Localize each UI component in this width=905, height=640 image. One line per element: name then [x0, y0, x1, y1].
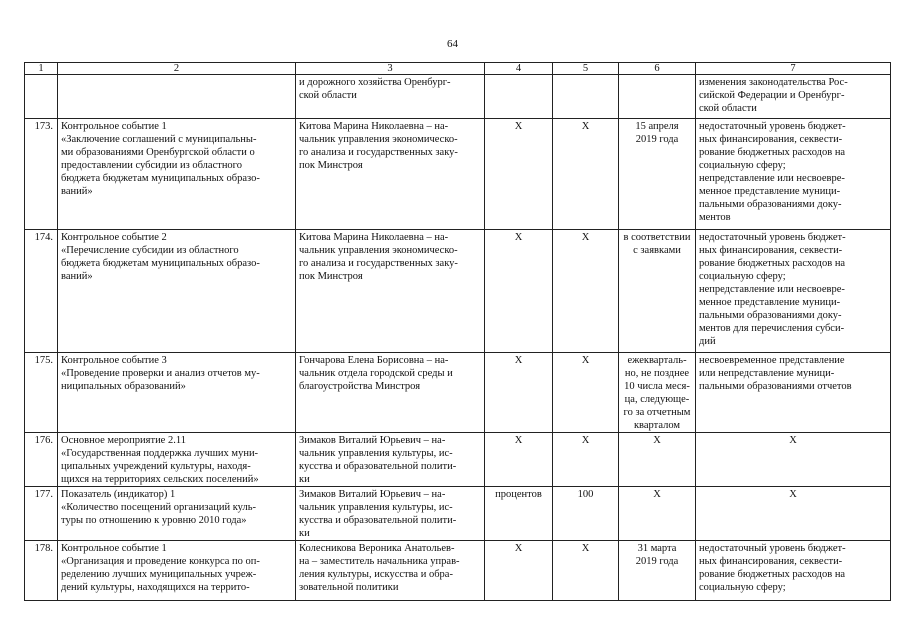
responsible-cell — [296, 541, 485, 601]
text-line: сийской Федерации и Оренбург- — [699, 90, 845, 101]
text-line: в соответствии — [623, 232, 691, 243]
column-header-2: 2 — [58, 63, 296, 75]
text-line: «Количество посещений организаций куль- — [61, 502, 256, 513]
text-line: социальную сферу; — [699, 582, 786, 593]
table-row — [25, 119, 891, 230]
text-line: социальную сферу; — [699, 271, 786, 282]
risks-cell — [696, 541, 891, 601]
text-line: ных финансирования, секвести- — [699, 556, 843, 567]
table-row — [25, 433, 891, 487]
column-header-1: 1 — [25, 63, 58, 75]
text-line: Основное мероприятие 2.11 — [61, 435, 186, 446]
text-line: изменения законодательства Рос- — [699, 77, 848, 88]
value-cell: X — [553, 541, 619, 601]
text-line: 10 числа меся- — [624, 381, 690, 392]
unit-cell — [485, 75, 553, 119]
text-line: ской области — [299, 90, 357, 101]
text-line: и дорожного хозяйства Оренбург- — [299, 77, 451, 88]
risks-cell — [696, 230, 891, 353]
unit-cell: X — [485, 119, 553, 230]
deadline-cell — [619, 433, 696, 487]
text-line: 15 апреля — [635, 121, 679, 132]
value-cell: 100 — [553, 487, 619, 541]
text-line: но, не позднее — [624, 368, 690, 379]
text-line: туры по отношению к уровню 2010 года» — [61, 515, 247, 526]
text-line: Колесникова Вероника Анатольев- — [299, 543, 455, 554]
text-line: 2019 года — [635, 134, 679, 145]
text-line: ных финансирования, секвести- — [699, 134, 843, 145]
text-line: «Государственная поддержка лучших муни- — [61, 448, 259, 459]
text-line: го анализа и государственных заку- — [299, 258, 458, 269]
text-line: X — [653, 489, 661, 500]
text-line: ми образованиями Оренбургской области о — [61, 147, 255, 158]
schedule-table — [24, 62, 891, 601]
text-line: ниципальных образований» — [61, 381, 186, 392]
row-number: 177. — [25, 487, 58, 541]
column-header-5: 5 — [553, 63, 619, 75]
value-cell: X — [553, 119, 619, 230]
row-number: 175. — [25, 353, 58, 433]
column-header-4: 4 — [485, 63, 553, 75]
risks-cell: X — [696, 487, 891, 541]
event-cell — [58, 353, 296, 433]
risks-cell — [696, 353, 891, 433]
text-line: Зимаков Виталий Юрьевич – на- — [299, 435, 446, 446]
text-line: с заявками — [633, 245, 681, 256]
deadline-cell — [619, 353, 696, 433]
risks-cell: X — [696, 433, 891, 487]
text-line: щихся на территориях сельских поселений» — [61, 474, 259, 485]
header-row — [25, 63, 891, 75]
text-line: Китова Марина Николаевна – на- — [299, 232, 449, 243]
text-line: социальную сферу; — [699, 160, 786, 171]
text-line: зовательной политики — [299, 582, 399, 593]
event-cell — [58, 230, 296, 353]
text-line: бюджета бюджетам муниципальных образо- — [61, 258, 260, 269]
text-line: Гончарова Елена Борисовна – на- — [299, 355, 449, 366]
text-line: непредставление или несвоевре- — [699, 284, 845, 295]
text-line: бюджета бюджетам муниципальных образо- — [61, 173, 260, 184]
text-line: недостаточный уровень бюджет- — [699, 543, 846, 554]
text-line: ца, следующе- — [624, 394, 690, 405]
row-number: 174. — [25, 230, 58, 353]
unit-cell: X — [485, 433, 553, 487]
text-line: несвоевременное представление — [699, 355, 845, 366]
text-line: рование бюджетных расходов на — [699, 258, 846, 269]
text-line: недостаточный уровень бюджет- — [699, 232, 846, 243]
text-line: недостаточный уровень бюджет- — [699, 121, 846, 132]
text-line: Китова Марина Николаевна – на- — [299, 121, 449, 132]
text-line: чальник отдела городской среды и — [299, 368, 453, 379]
row-number: 173. — [25, 119, 58, 230]
event-cell — [58, 487, 296, 541]
page-number: 64 — [447, 38, 458, 50]
table-row — [25, 487, 891, 541]
text-line: предоставлении субсидии из областного — [61, 160, 242, 171]
text-line: Контрольное событие 1 — [61, 543, 167, 554]
text-line: ментов — [699, 212, 731, 223]
risks-cell — [696, 119, 891, 230]
deadline-cell — [619, 541, 696, 601]
text-line: ской области — [699, 103, 757, 114]
text-line: ных финансирования, секвести- — [699, 245, 843, 256]
deadline-cell — [619, 230, 696, 353]
unit-cell: процентов — [485, 487, 553, 541]
responsible-cell — [296, 230, 485, 353]
text-line: дений культуры, находящихся на террито- — [61, 582, 250, 593]
text-line: ределению лучших муниципальных учреж- — [61, 569, 257, 580]
deadline-cell — [619, 75, 696, 119]
deadline-cell — [619, 119, 696, 230]
text-line: го анализа и государственных заку- — [299, 147, 458, 158]
unit-cell: X — [485, 353, 553, 433]
table-row — [25, 230, 891, 353]
text-line: непредставление или несвоевре- — [699, 173, 845, 184]
table-body — [25, 75, 891, 601]
text-line: пальными образованиями отчетов — [699, 381, 852, 392]
text-line: «Проведение проверки и анализ отчетов му- — [61, 368, 260, 379]
text-line: X — [653, 435, 661, 446]
text-line: Контрольное событие 1 — [61, 121, 167, 132]
value-cell: X — [553, 353, 619, 433]
text-line: Контрольное событие 3 — [61, 355, 167, 366]
text-line: кусства и образовательной полити- — [299, 515, 457, 526]
text-line: дий — [699, 336, 716, 347]
value-cell: X — [553, 433, 619, 487]
text-line: Показатель (индикатор) 1 — [61, 489, 176, 500]
text-line: на – заместитель начальника управ- — [299, 556, 460, 567]
text-line: пальными образованиями доку- — [699, 310, 842, 321]
responsible-cell — [296, 487, 485, 541]
text-line: ваний» — [61, 186, 93, 197]
text-line: менное представление муници- — [699, 186, 841, 197]
text-line: Зимаков Виталий Юрьевич – на- — [299, 489, 446, 500]
responsible-cell — [296, 75, 485, 119]
text-line: ления культуры, искусства и обра- — [299, 569, 453, 580]
text-line: ки — [299, 528, 310, 539]
text-line: пок Минстроя — [299, 271, 363, 282]
deadline-cell — [619, 487, 696, 541]
row-number: 178. — [25, 541, 58, 601]
text-line: ментов для перечисления субси- — [699, 323, 845, 334]
table-row — [25, 541, 891, 601]
event-cell — [58, 541, 296, 601]
event-cell — [58, 433, 296, 487]
table-row — [25, 353, 891, 433]
row-number: 176. — [25, 433, 58, 487]
text-line: «Организация и проведение конкурса по оп- — [61, 556, 260, 567]
table-row — [25, 75, 891, 119]
text-line: благоустройства Минстроя — [299, 381, 421, 392]
responsible-cell — [296, 119, 485, 230]
value-cell — [553, 75, 619, 119]
text-line: го за отчетным — [623, 407, 691, 418]
event-cell — [58, 119, 296, 230]
column-header-3: 3 — [296, 63, 485, 75]
unit-cell: X — [485, 541, 553, 601]
text-line: чальник управления экономическо- — [299, 134, 458, 145]
event-cell — [58, 75, 296, 119]
responsible-cell — [296, 353, 485, 433]
value-cell: X — [553, 230, 619, 353]
text-line: чальник управления культуры, ис- — [299, 502, 453, 513]
text-line: «Заключение соглашений с муниципальны- — [61, 134, 257, 145]
column-header-7: 7 — [696, 63, 891, 75]
text-line: кварталом — [633, 420, 681, 431]
responsible-cell — [296, 433, 485, 487]
text-line: 2019 года — [635, 556, 679, 567]
text-line: ежекварталь- — [627, 355, 687, 366]
text-line: рование бюджетных расходов на — [699, 569, 846, 580]
text-line: «Перечисление субсидии из областного — [61, 245, 239, 256]
row-number — [25, 75, 58, 119]
text-line: чальник управления культуры, ис- — [299, 448, 453, 459]
text-line: рование бюджетных расходов на — [699, 147, 846, 158]
risks-cell — [696, 75, 891, 119]
column-header-6: 6 — [619, 63, 696, 75]
text-line: ципальных учреждений культуры, находя- — [61, 461, 251, 472]
text-line: пальными образованиями доку- — [699, 199, 842, 210]
text-line: Контрольное событие 2 — [61, 232, 167, 243]
text-line: чальник управления экономическо- — [299, 245, 458, 256]
text-line: кусства и образовательной полити- — [299, 461, 457, 472]
unit-cell: X — [485, 230, 553, 353]
text-line: 31 марта — [637, 543, 677, 554]
text-line: менное представление муници- — [699, 297, 841, 308]
text-line: пок Минстроя — [299, 160, 363, 171]
text-line: ки — [299, 474, 310, 485]
text-line: или непредставление муници- — [699, 368, 835, 379]
text-line: ваний» — [61, 271, 93, 282]
